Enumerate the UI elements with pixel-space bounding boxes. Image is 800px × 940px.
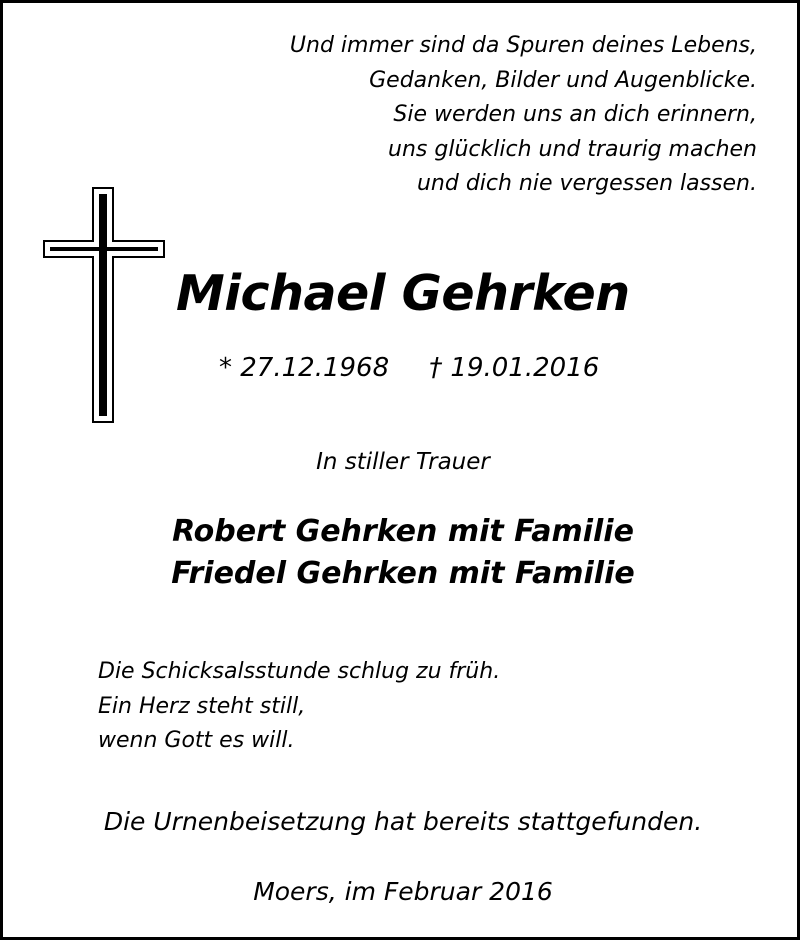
poem-top-line: Gedanken, Bilder und Augenblicke. bbox=[369, 67, 757, 93]
poem-top-line: und dich nie vergessen lassen. bbox=[416, 171, 757, 196]
cross-icon bbox=[43, 187, 167, 423]
mourning-phrase: In stiller Trauer bbox=[316, 449, 490, 475]
poem-top-line: Und immer sind da Spuren deines Lebens, bbox=[289, 33, 757, 58]
deceased-name: Michael Gehrken bbox=[176, 265, 630, 322]
mourners-list bbox=[3, 511, 800, 595]
poem-top-line: uns glücklich und traurig machen bbox=[388, 136, 757, 162]
burial-notice: Die Urnenbeisetzung hat bereits stattgefunden. bbox=[103, 807, 703, 836]
mourner-family: Friedel Gehrken mit Familie bbox=[171, 556, 635, 591]
poem-bottom-line: Ein Herz steht still, bbox=[98, 693, 306, 719]
place-and-date: Moers, im Februar 2016 bbox=[253, 877, 553, 906]
life-dates bbox=[219, 353, 599, 383]
poem-bottom bbox=[98, 655, 500, 759]
death-date: † 19.01.2016 bbox=[429, 353, 600, 383]
poem-bottom-line: wenn Gott es will. bbox=[98, 728, 295, 753]
poem-bottom-line: Die Schicksalsstunde schlug zu früh. bbox=[98, 659, 501, 684]
poem-top bbox=[290, 29, 757, 202]
birth-date: * 27.12.1968 bbox=[219, 353, 390, 383]
mourner-family: Robert Gehrken mit Familie bbox=[172, 514, 634, 549]
poem-top-line: Sie werden uns an dich erinnern, bbox=[393, 102, 757, 127]
